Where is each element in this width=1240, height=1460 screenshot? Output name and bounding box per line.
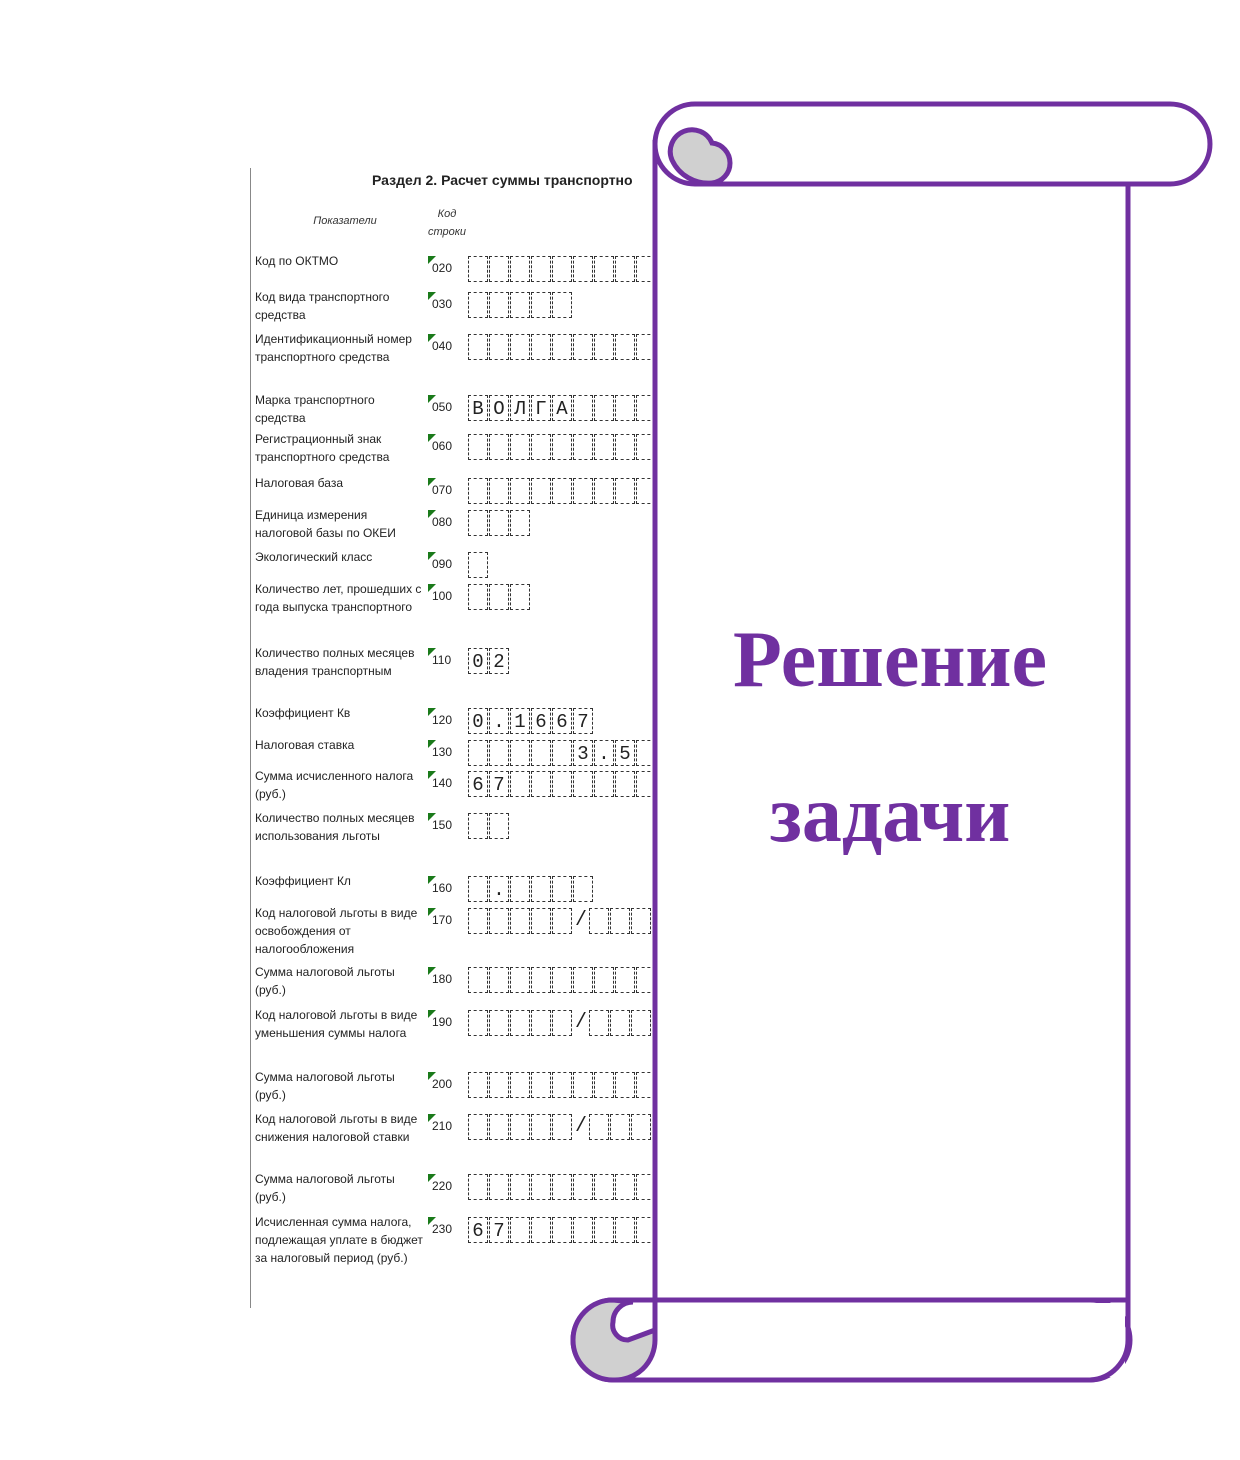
form-cell[interactable]: 6: [468, 771, 488, 797]
form-cell[interactable]: А: [552, 395, 572, 421]
form-cell[interactable]: О: [489, 395, 509, 421]
form-cell[interactable]: 0: [468, 708, 488, 734]
row-code: 080: [432, 515, 453, 529]
form-cell[interactable]: В: [468, 395, 488, 421]
row-code: 060: [432, 439, 453, 453]
cell-separator: /: [574, 909, 587, 932]
section-title: Раздел 2. Расчет суммы транспортно: [372, 172, 633, 188]
cell-separator: /: [574, 1115, 587, 1138]
row-code: 030: [432, 297, 453, 311]
row-code: 120: [432, 713, 453, 727]
form-cell[interactable]: .: [489, 708, 509, 734]
form-cell[interactable]: 7: [489, 1217, 509, 1243]
row-code: 180: [432, 972, 453, 986]
row-label: Код налоговой льготы в виде снижения налоговой ставки: [255, 1112, 418, 1144]
scroll-heading-line1: Решение: [732, 616, 1048, 704]
row-code: 040: [432, 339, 453, 353]
row-label: Код вида транспортного средства: [255, 290, 390, 322]
row-label: Сумма налоговой льготы (руб.): [255, 1070, 395, 1102]
row-label: Налоговая ставка: [255, 738, 355, 752]
row-code: 160: [432, 881, 453, 895]
row-code: 220: [432, 1179, 453, 1193]
row-label: Код налоговой льготы в виде освобождения от налогообложения: [255, 906, 418, 956]
row-label: Количество полных месяцев владения транспортным: [255, 646, 415, 678]
form-cell[interactable]: 0: [468, 648, 488, 674]
row-label: Код налоговой льготы в виде уменьшения суммы налога: [255, 1008, 418, 1040]
scroll-heading-line2: задачи: [769, 771, 1011, 859]
row-code: 150: [432, 818, 453, 832]
form-cell[interactable]: 2: [489, 648, 509, 674]
form-cell[interactable]: 5: [615, 740, 635, 766]
scroll-body: [655, 140, 1128, 1300]
row-code: 020: [432, 261, 453, 275]
form-cell[interactable]: 7: [573, 708, 593, 734]
row-label: Исчисленная сумма налога, подлежащая уплате в бюджет за налоговый период (руб.): [255, 1215, 423, 1265]
form-cell[interactable]: 6: [552, 708, 572, 734]
column-header-indicators: Показатели: [313, 215, 377, 227]
row-code: 140: [432, 776, 453, 790]
row-label: Единица измерения налоговой базы по ОКЕИ: [255, 508, 396, 540]
row-label: Коэффициент Кв: [255, 706, 351, 720]
row-code: 190: [432, 1015, 453, 1029]
row-code: 050: [432, 400, 453, 414]
form-cell[interactable]: 7: [489, 771, 509, 797]
row-code: 130: [432, 745, 453, 759]
form-cell[interactable]: .: [489, 876, 509, 902]
row-label: Сумма налоговой льготы (руб.): [255, 1172, 395, 1204]
form-cell[interactable]: 6: [531, 708, 551, 734]
row-label: Сумма налоговой льготы (руб.): [255, 965, 395, 997]
form-cell[interactable]: 1: [510, 708, 530, 734]
form-cell[interactable]: Г: [531, 395, 551, 421]
row-label: Сумма исчисленного налога (руб.): [255, 769, 414, 801]
row-label: Идентификационный номер транспортного средства: [255, 332, 412, 364]
form-cell[interactable]: 6: [468, 1217, 488, 1243]
column-header-code: Код строки: [427, 208, 467, 238]
cell-separator: /: [574, 1011, 587, 1034]
row-code: 210: [432, 1119, 453, 1133]
row-code: 100: [432, 589, 453, 603]
row-code: 070: [432, 483, 453, 497]
scroll-top-roll: [655, 104, 1210, 184]
row-label: Марка транспортного средства: [255, 393, 375, 425]
form-cell[interactable]: Л: [510, 395, 530, 421]
row-label: Регистрационный знак транспортного средства: [255, 432, 390, 464]
row-label: Экологический класс: [255, 550, 373, 564]
row-code: 200: [432, 1077, 453, 1091]
row-code: 090: [432, 557, 453, 571]
row-code: 230: [432, 1222, 453, 1236]
row-label: Код по ОКТМО: [255, 254, 339, 268]
row-label: Количество полных месяцев использования льготы: [255, 811, 415, 843]
row-label: Коэффициент Кл: [255, 874, 351, 888]
row-label: Налоговая база: [255, 476, 343, 490]
form-cell[interactable]: .: [594, 740, 614, 766]
row-code: 110: [432, 653, 452, 667]
row-code: 170: [432, 913, 453, 927]
form-cell[interactable]: 3: [573, 740, 593, 766]
row-label: Количество лет, прошедших с года выпуска транспортного: [255, 582, 422, 614]
